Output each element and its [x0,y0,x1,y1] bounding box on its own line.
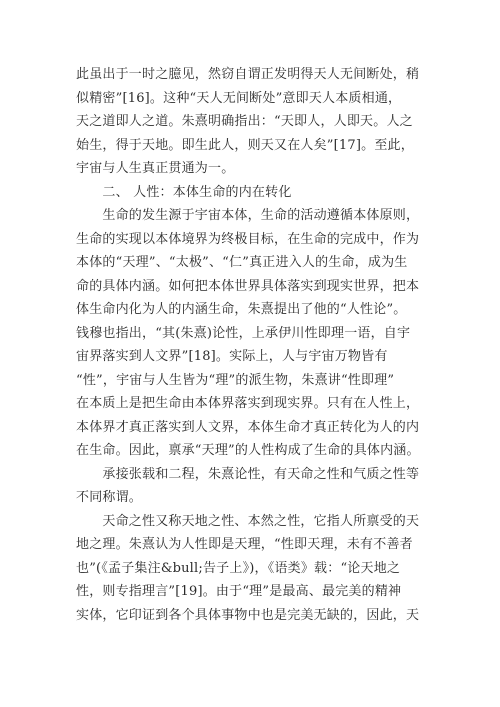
text-line: “性”，宇宙与人生皆为“理”的派生物，朱熹讲“性即理” [76,372,395,388]
section-heading: 二、 人性：本体生命的内在转化 [76,184,292,200]
text-line: 天命之性又称天地之性、本然之性，它指人所禀受的天 [76,513,420,529]
text-line: 生命的发生源于宇宙本体，生命的活动遵循本体原则， [76,208,420,223]
text-line: 生命的实现以本体境界为终极目标，在生命的完成中，作为 [76,231,420,247]
text-line: 在本质上是把生命由本体界落实到现实界。只有在人性上， [76,396,420,411]
text-line: 不同称谓。 [76,490,143,505]
text-line: 承接张载和二程，朱熹论性，有天命之性和气质之性等 [76,466,420,482]
text-line: 地之理。朱熹认为人性即是天理，“性即天理，未有不善者 [76,537,413,552]
text-line: 宙界落实到人文界”[18]。实际上，人与宇宙万物皆有 [76,349,388,364]
text-line: 命的具体内涵。如何把本体世界具体落实到现实世界，把本 [76,278,420,294]
text-line: 也”(《孟子集注&bull;告子上》)，《语类》载：“论天地之 [76,560,401,576]
text-line: 似精密”[16]。这种“天人无间断处”意即天人本质相通， [76,90,402,106]
text-line: 始生，得于天地。即生此人，则天又在人矣”[17]。至此， [76,137,414,153]
text-line: 性，则专指理言”[19]。由于“理”是最高、最完美的精神 [76,584,402,599]
text-line: 天之道即人之道。朱熹明确指出：“天即人，人即天。人之 [76,114,413,129]
text-line: 本体界才真正落实到人文界，本体生命才真正转化为人的内 [76,419,420,435]
text-line: 宇宙与人生真正贯通为一。 [76,161,235,176]
text-line: 本体的“天理”、“太极”、“仁”真正进入人的生命，成为生 [76,255,408,270]
text-line: 在生命。因此，禀承“天理”的人性构成了生命的具体内涵。 [76,443,420,458]
text-line: 体生命内化为人的内涵生命，朱熹提出了他的“人性论”。 [76,302,407,317]
text-line: 此虽出于一时之臆见，然窃自谓正发明得天人无间断处，稍 [76,67,420,82]
body-text [76,63,436,627]
text-line: 实体，它印证到各个具体事物中也是完美无缺的，因此，天 [76,607,420,623]
text-line: 钱穆也指出，“其(朱熹)论性，上承伊川性即理一语，自宇 [76,325,411,341]
